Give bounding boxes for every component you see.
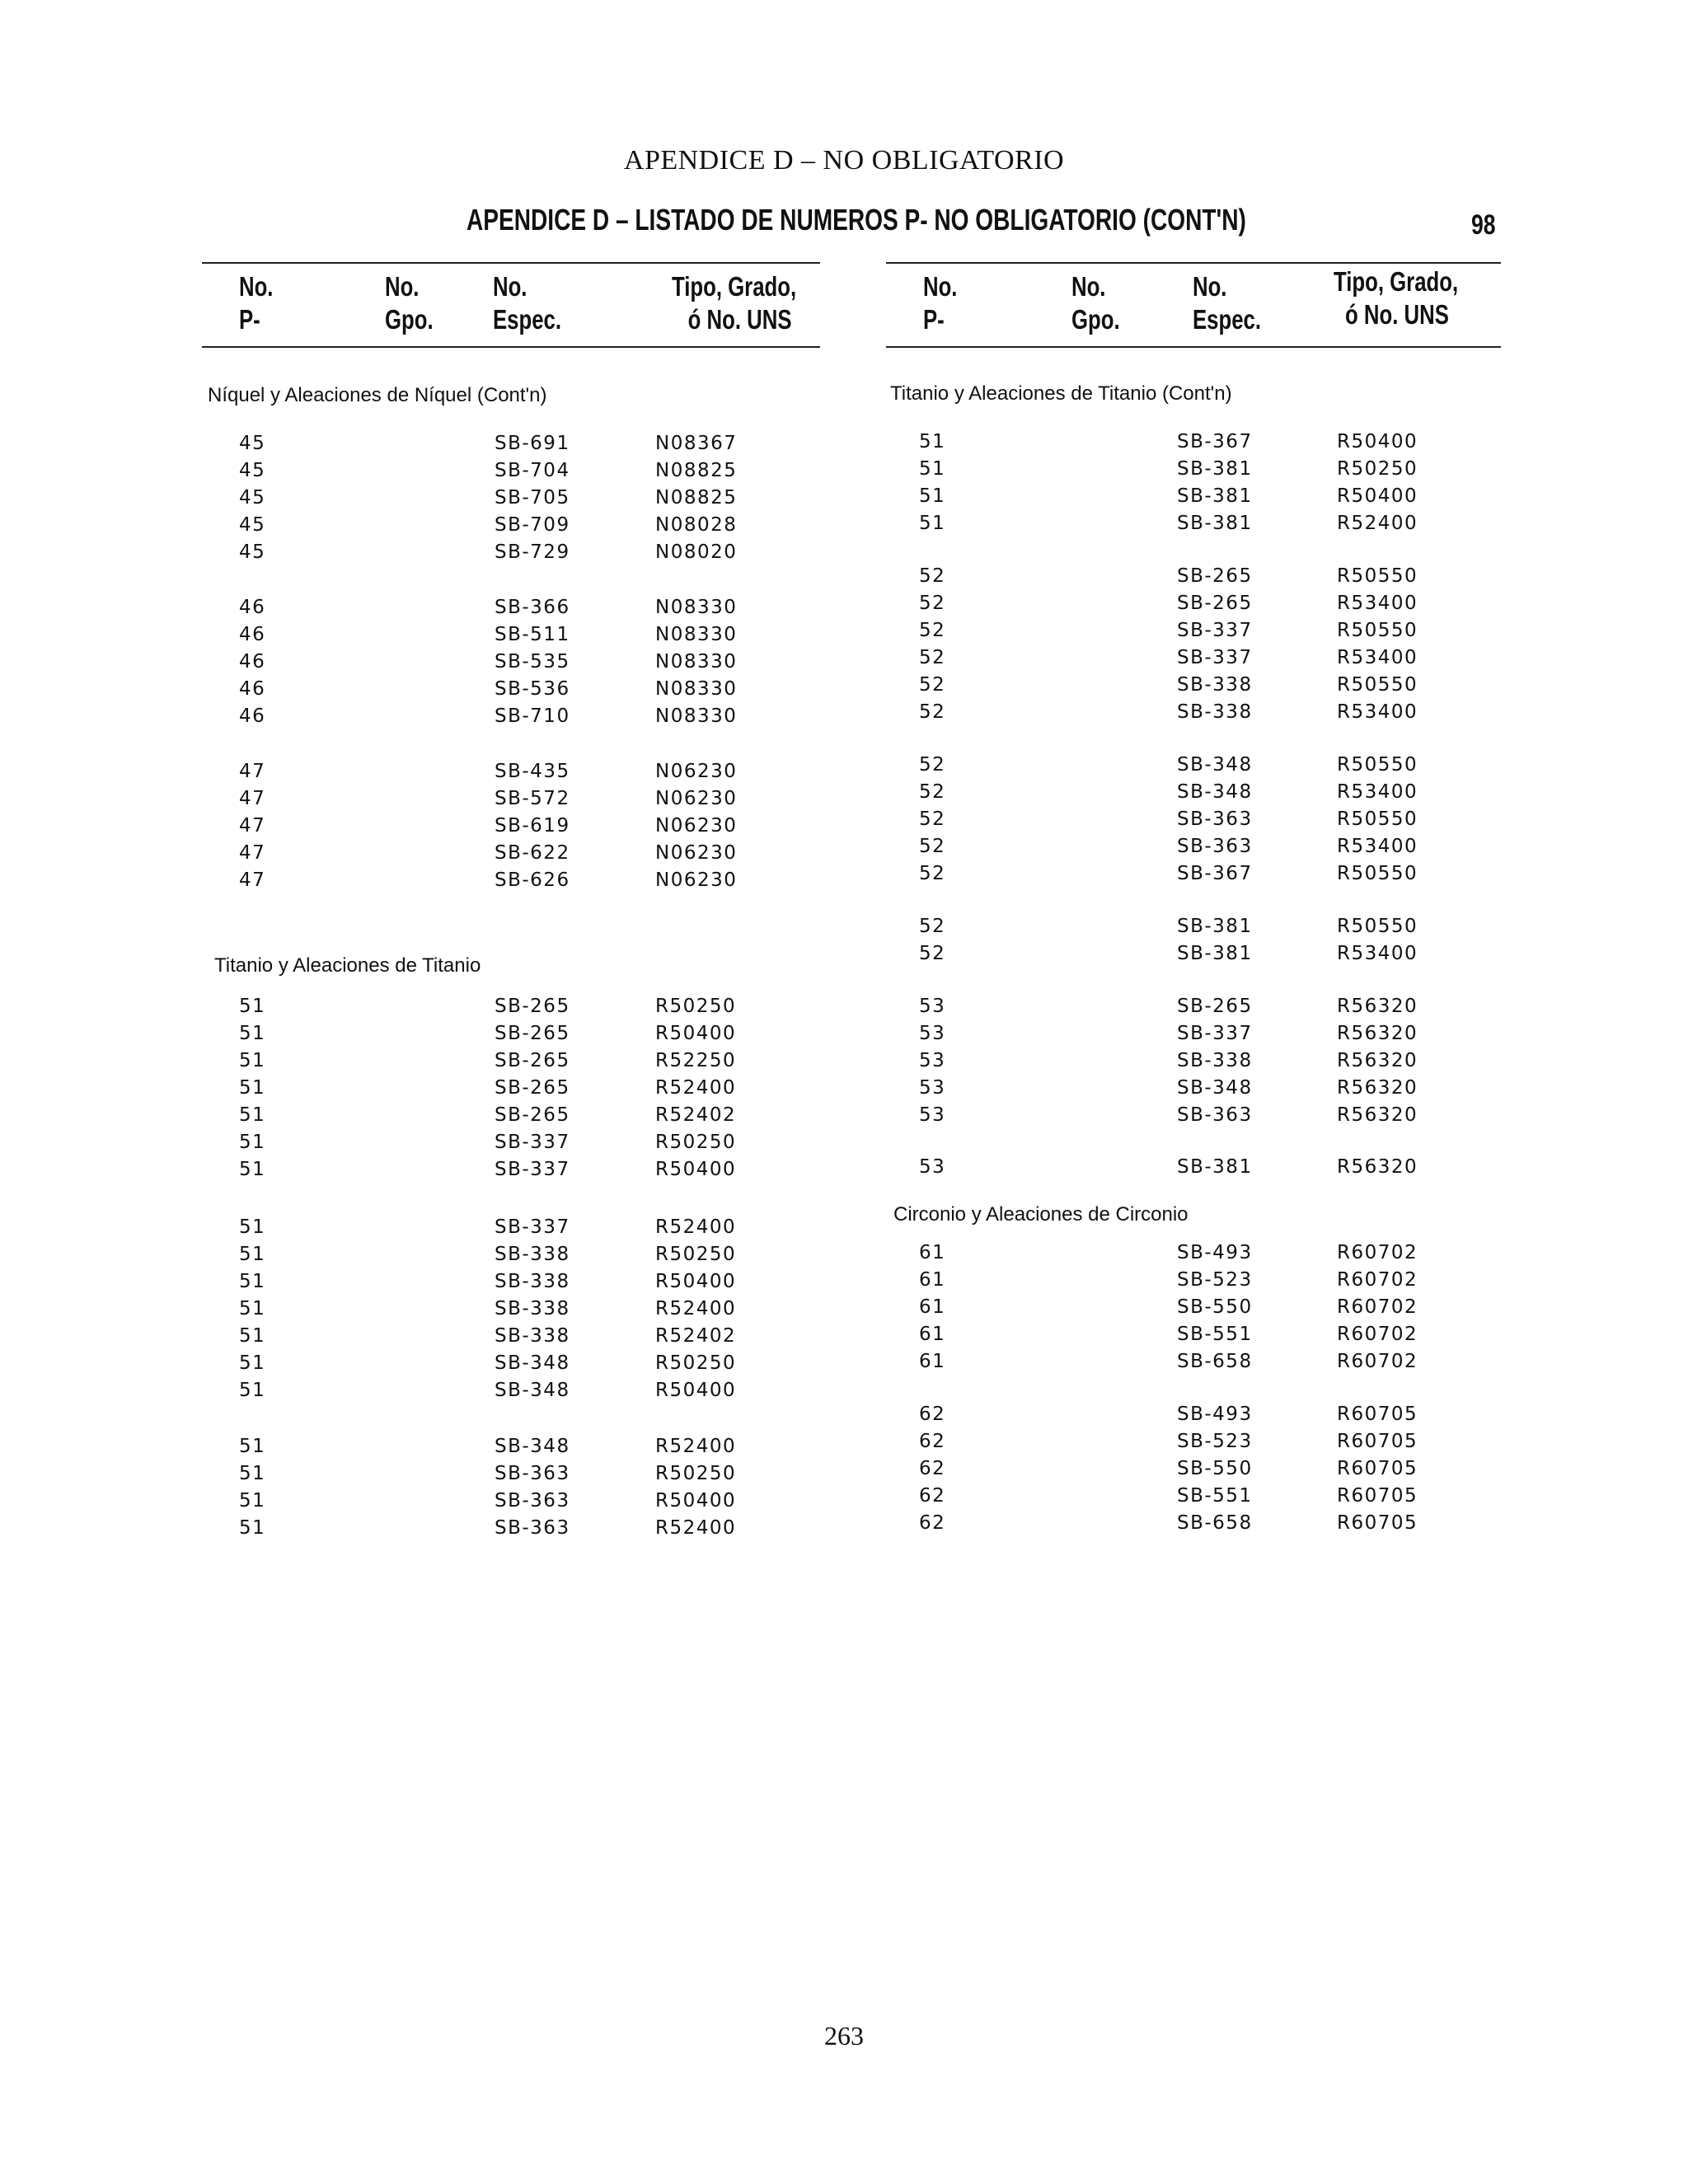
spec-number-cell: SB-366	[495, 597, 570, 618]
right-table-row	[0, 779, 1688, 806]
spec-number-cell: SB-729	[495, 541, 570, 563]
p-number-cell: 45	[239, 487, 266, 509]
spec-number-cell: SB-363	[495, 1517, 570, 1539]
right-col-type: Tipo, Grado, ó No. UNS	[1334, 266, 1459, 330]
right-table-row	[0, 833, 1688, 860]
right-table-row	[0, 1348, 1688, 1376]
uns-number-cell: R52400	[655, 1517, 737, 1539]
right-table-row	[0, 510, 1688, 537]
right-header-bottom-rule	[886, 346, 1501, 348]
uns-number-cell: R52250	[655, 1050, 737, 1071]
spec-number-cell: SB-511	[495, 624, 570, 645]
left-table-row	[0, 1214, 1688, 1241]
p-number-cell: 52	[919, 781, 946, 803]
document-title: APENDICE D – NO OBLIGATORIO	[623, 145, 1065, 176]
left-col-group-no: No. Gpo.	[385, 271, 434, 335]
spec-number-cell: SB-265	[495, 1077, 570, 1099]
uns-number-cell: R50400	[1337, 485, 1418, 507]
uns-number-cell: R50250	[655, 1244, 737, 1265]
spec-number-cell: SB-265	[495, 1050, 570, 1071]
right-table-row	[0, 1294, 1688, 1321]
right-table-row	[0, 1154, 1688, 1181]
spec-number-cell: SB-691	[495, 433, 570, 454]
spec-number-cell: SB-381	[1177, 943, 1253, 964]
uns-number-cell: N08330	[655, 705, 738, 727]
spec-number-cell: SB-348	[1177, 781, 1253, 803]
uns-number-cell: R50550	[1337, 916, 1418, 937]
right-col-spec-no: No. Espec.	[1193, 271, 1261, 335]
p-number-cell: 62	[919, 1431, 946, 1452]
p-number-cell: 51	[239, 996, 266, 1017]
p-number-cell: 47	[239, 869, 266, 891]
p-number-cell: 52	[919, 620, 946, 641]
spec-number-cell: SB-705	[495, 487, 570, 509]
p-number-cell: 61	[919, 1296, 946, 1318]
uns-number-cell: R50400	[1337, 431, 1418, 452]
p-number-cell: 52	[919, 916, 946, 937]
spec-number-cell: SB-367	[1177, 431, 1253, 452]
p-number-cell: 52	[919, 754, 946, 776]
uns-number-cell: R53400	[1337, 701, 1418, 723]
p-number-cell: 61	[919, 1269, 946, 1291]
spec-number-cell: SB-265	[495, 1104, 570, 1126]
right-table-row	[0, 1455, 1688, 1483]
p-number-cell: 52	[919, 863, 946, 884]
spec-number-cell: SB-622	[495, 842, 570, 864]
spec-number-cell: SB-348	[495, 1352, 570, 1374]
p-number-cell: 52	[919, 565, 946, 587]
uns-number-cell: R52400	[655, 1298, 737, 1319]
spec-number-cell: SB-704	[495, 460, 570, 481]
spec-number-cell: SB-337	[495, 1159, 570, 1180]
right-col-group-no: No. Gpo.	[1071, 271, 1120, 335]
p-number-cell: 51	[239, 1050, 266, 1071]
p-number-cell: 61	[919, 1242, 946, 1263]
uns-number-cell: R50550	[1337, 863, 1418, 884]
left-header-bottom-rule	[202, 346, 820, 348]
spec-number-cell: SB-551	[1177, 1324, 1253, 1345]
spec-number-cell: SB-551	[1177, 1485, 1253, 1507]
p-number-cell: 46	[239, 597, 266, 618]
p-number-cell: 46	[239, 624, 266, 645]
uns-number-cell: R50250	[655, 1463, 737, 1484]
uns-number-cell: N08330	[655, 624, 738, 645]
uns-number-cell: N06230	[655, 788, 738, 809]
uns-number-cell: N08020	[655, 541, 738, 563]
spec-number-cell: SB-493	[1177, 1242, 1253, 1263]
right-table-row	[0, 752, 1688, 779]
p-number-cell: 52	[919, 808, 946, 830]
right-table-row	[0, 1075, 1688, 1102]
spec-number-cell: SB-338	[495, 1271, 570, 1292]
uns-number-cell: R56320	[1337, 1050, 1418, 1071]
right-table-row	[0, 993, 1688, 1020]
spec-number-cell: SB-523	[1177, 1431, 1253, 1452]
right-table-row	[0, 644, 1688, 672]
spec-number-cell: SB-348	[495, 1380, 570, 1401]
p-number-cell: 61	[919, 1324, 946, 1345]
p-number-cell: 47	[239, 815, 266, 837]
left-col-spec-no: No. Espec.	[493, 271, 561, 335]
uns-number-cell: R56320	[1337, 996, 1418, 1017]
uns-number-cell: N06230	[655, 815, 738, 837]
p-number-cell: 52	[919, 836, 946, 857]
p-number-cell: 45	[239, 433, 266, 454]
uns-number-cell: R56320	[1337, 1023, 1418, 1044]
spec-number-cell: SB-381	[1177, 513, 1253, 534]
spec-number-cell: SB-338	[495, 1298, 570, 1319]
spec-number-cell: SB-265	[1177, 565, 1253, 587]
right-table-row	[0, 456, 1688, 483]
p-number-cell: 45	[239, 460, 266, 481]
section-title-titanium-contd: Titanio y Aleaciones de Titanio (Cont'n)	[890, 382, 1232, 405]
p-number-cell: 47	[239, 842, 266, 864]
spec-number-cell: SB-338	[495, 1244, 570, 1265]
p-number-cell: 51	[239, 1159, 266, 1180]
spec-number-cell: SB-626	[495, 869, 570, 891]
uns-number-cell: R56320	[1337, 1077, 1418, 1099]
uns-number-cell: N08330	[655, 678, 738, 700]
section-title-nickel: Níquel y Aleaciones de Níquel (Cont'n)	[208, 384, 547, 406]
p-number-cell: 62	[919, 1458, 946, 1479]
right-table-row	[0, 590, 1688, 617]
uns-number-cell: R52400	[655, 1436, 737, 1457]
p-number-cell: 53	[919, 1156, 946, 1178]
spec-number-cell: SB-337	[1177, 647, 1253, 668]
p-number-cell: 52	[919, 593, 946, 614]
uns-number-cell: R52400	[1337, 513, 1418, 534]
p-number-cell: 51	[239, 1352, 266, 1374]
uns-number-cell: R53400	[1337, 593, 1418, 614]
spec-number-cell: SB-265	[495, 1023, 570, 1044]
p-number-cell: 61	[919, 1351, 946, 1372]
p-number-cell: 45	[239, 541, 266, 563]
uns-number-cell: R50400	[655, 1271, 737, 1292]
uns-number-cell: R60702	[1337, 1269, 1418, 1291]
p-number-cell: 51	[239, 1104, 266, 1126]
p-number-cell: 52	[919, 701, 946, 723]
spec-number-cell: SB-265	[1177, 593, 1253, 614]
right-table-row	[0, 1102, 1688, 1129]
p-number-cell: 51	[239, 1490, 266, 1511]
p-number-cell: 51	[239, 1132, 266, 1153]
right-table-row	[0, 1047, 1688, 1075]
uns-number-cell: R50400	[655, 1490, 737, 1511]
right-table-row	[0, 860, 1688, 888]
spec-number-cell: SB-338	[1177, 1050, 1253, 1071]
spec-number-cell: SB-535	[495, 651, 570, 673]
p-number-cell: 51	[919, 513, 946, 534]
p-number-cell: 51	[239, 1380, 266, 1401]
uns-number-cell: R60702	[1337, 1296, 1418, 1318]
uns-number-cell: R53400	[1337, 647, 1418, 668]
left-col-p-no: No. P-	[239, 271, 274, 335]
uns-number-cell: R56320	[1337, 1104, 1418, 1126]
right-header-top-rule	[886, 262, 1501, 264]
p-number-cell: 51	[239, 1298, 266, 1319]
p-number-cell: 45	[239, 514, 266, 536]
spec-number-cell: SB-550	[1177, 1296, 1253, 1318]
right-table-row	[0, 672, 1688, 699]
p-number-cell: 53	[919, 1077, 946, 1099]
uns-number-cell: R52402	[655, 1104, 737, 1126]
p-number-cell: 52	[919, 647, 946, 668]
uns-number-cell: N08330	[655, 597, 738, 618]
p-number-cell: 51	[919, 485, 946, 507]
uns-number-cell: R50250	[655, 1352, 737, 1374]
spec-number-cell: SB-363	[495, 1463, 570, 1484]
uns-number-cell: R52400	[655, 1077, 737, 1099]
spec-number-cell: SB-338	[1177, 674, 1253, 696]
p-number-cell: 62	[919, 1404, 946, 1425]
spec-number-cell: SB-572	[495, 788, 570, 809]
p-number-cell: 46	[239, 651, 266, 673]
spec-number-cell: SB-381	[1177, 1156, 1253, 1178]
uns-number-cell: R60705	[1337, 1404, 1418, 1425]
right-table-row	[0, 1020, 1688, 1047]
spec-number-cell: SB-338	[495, 1325, 570, 1347]
spec-number-cell: SB-536	[495, 678, 570, 700]
uns-number-cell: N06230	[655, 842, 738, 864]
spec-number-cell: SB-348	[1177, 754, 1253, 776]
spec-number-cell: SB-381	[1177, 458, 1253, 480]
spec-number-cell: SB-381	[1177, 916, 1253, 937]
uns-number-cell: R52400	[655, 1216, 737, 1238]
spec-number-cell: SB-493	[1177, 1404, 1253, 1425]
page-number: 263	[824, 2021, 864, 2050]
p-number-cell: 47	[239, 788, 266, 809]
spec-number-cell: SB-363	[1177, 1104, 1253, 1126]
p-number-cell: 51	[239, 1216, 266, 1238]
left-header-top-rule	[202, 262, 820, 264]
spec-number-cell: SB-658	[1177, 1351, 1253, 1372]
right-table-row	[0, 483, 1688, 510]
uns-number-cell: R53400	[1337, 943, 1418, 964]
spec-number-cell: SB-265	[495, 996, 570, 1017]
p-number-cell: 51	[239, 1077, 266, 1099]
spec-number-cell: SB-363	[1177, 836, 1253, 857]
uns-number-cell: R50550	[1337, 565, 1418, 587]
p-number-cell: 52	[919, 943, 946, 964]
uns-number-cell: R60702	[1337, 1324, 1418, 1345]
uns-number-cell: R50550	[1337, 620, 1418, 641]
p-number-cell: 51	[239, 1271, 266, 1292]
spec-number-cell: SB-337	[495, 1216, 570, 1238]
spec-number-cell: SB-658	[1177, 1512, 1253, 1534]
p-number-cell: 46	[239, 678, 266, 700]
uns-number-cell: N08825	[655, 460, 738, 481]
uns-number-cell: R60705	[1337, 1431, 1418, 1452]
uns-number-cell: R56320	[1337, 1156, 1418, 1178]
spec-number-cell: SB-523	[1177, 1269, 1253, 1291]
p-number-cell: 51	[239, 1325, 266, 1347]
spec-number-cell: SB-367	[1177, 863, 1253, 884]
uns-number-cell: R50400	[655, 1023, 737, 1044]
uns-number-cell: R50550	[1337, 674, 1418, 696]
uns-number-cell: R50250	[1337, 458, 1418, 480]
spec-number-cell: SB-710	[495, 705, 570, 727]
spec-number-cell: SB-550	[1177, 1458, 1253, 1479]
uns-number-cell: R50400	[655, 1380, 737, 1401]
spec-number-cell: SB-338	[1177, 701, 1253, 723]
spec-number-cell: SB-363	[1177, 808, 1253, 830]
p-number-cell: 51	[239, 1463, 266, 1484]
p-number-cell: 53	[919, 1050, 946, 1071]
spec-number-cell: SB-435	[495, 761, 570, 782]
right-table-row	[0, 913, 1688, 940]
right-table-row	[0, 1401, 1688, 1428]
uns-number-cell: R53400	[1337, 836, 1418, 857]
uns-number-cell: R53400	[1337, 781, 1418, 803]
uns-number-cell: R60702	[1337, 1351, 1418, 1372]
spec-number-cell: SB-381	[1177, 485, 1253, 507]
p-number-cell: 51	[239, 1517, 266, 1539]
p-number-cell: 51	[239, 1023, 266, 1044]
right-table-row	[0, 1428, 1688, 1455]
uns-number-cell: N08367	[655, 433, 738, 454]
spec-number-cell: SB-337	[1177, 1023, 1253, 1044]
page-badge: 98	[1471, 209, 1496, 241]
spec-number-cell: SB-337	[1177, 620, 1253, 641]
p-number-cell: 46	[239, 705, 266, 727]
p-number-cell: 51	[239, 1244, 266, 1265]
uns-number-cell: R50250	[655, 1132, 737, 1153]
uns-number-cell: N06230	[655, 761, 738, 782]
p-number-cell: 62	[919, 1485, 946, 1507]
uns-number-cell: N06230	[655, 869, 738, 891]
section-title-titanium: Titanio y Aleaciones de Titanio	[214, 954, 481, 977]
right-table-row	[0, 940, 1688, 968]
uns-number-cell: N08028	[655, 514, 738, 536]
p-number-cell: 52	[919, 674, 946, 696]
table-title: APENDICE D – LISTADO DE NUMEROS P- NO OBLIGATORIO (CONT'N)	[467, 203, 1246, 237]
right-table-row	[0, 617, 1688, 644]
spec-number-cell: SB-363	[495, 1490, 570, 1511]
spec-number-cell: SB-348	[1177, 1077, 1253, 1099]
right-table-row	[0, 429, 1688, 456]
spec-number-cell: SB-348	[495, 1436, 570, 1457]
left-table-row	[0, 1129, 1688, 1156]
p-number-cell: 51	[239, 1436, 266, 1457]
p-number-cell: 53	[919, 996, 946, 1017]
right-col-p-no: No. P-	[923, 271, 958, 335]
spec-number-cell: SB-265	[1177, 996, 1253, 1017]
spec-number-cell: SB-709	[495, 514, 570, 536]
uns-number-cell: R60705	[1337, 1485, 1418, 1507]
uns-number-cell: R60705	[1337, 1458, 1418, 1479]
uns-number-cell: R60705	[1337, 1512, 1418, 1534]
right-table-row	[0, 1240, 1688, 1267]
p-number-cell: 53	[919, 1104, 946, 1126]
section-title-zirconium: Circonio y Aleaciones de Circonio	[893, 1203, 1189, 1226]
uns-number-cell: R50250	[655, 996, 737, 1017]
uns-number-cell: R50400	[655, 1159, 737, 1180]
spec-number-cell: SB-337	[495, 1132, 570, 1153]
uns-number-cell: R52402	[655, 1325, 737, 1347]
uns-number-cell: R60702	[1337, 1242, 1418, 1263]
p-number-cell: 51	[919, 431, 946, 452]
right-table-row	[0, 806, 1688, 833]
uns-number-cell: N08330	[655, 651, 738, 673]
p-number-cell: 51	[919, 458, 946, 480]
uns-number-cell: R50550	[1337, 754, 1418, 776]
spec-number-cell: SB-619	[495, 815, 570, 837]
p-number-cell: 47	[239, 761, 266, 782]
left-col-type: Tipo, Grado, ó No. UNS	[672, 271, 797, 335]
uns-number-cell: N08825	[655, 487, 738, 509]
uns-number-cell: R50550	[1337, 808, 1418, 830]
p-number-cell: 62	[919, 1512, 946, 1534]
right-table-row	[0, 699, 1688, 726]
right-table-row	[0, 1483, 1688, 1510]
right-table-row	[0, 1321, 1688, 1348]
right-table-row	[0, 1267, 1688, 1294]
right-table-row	[0, 563, 1688, 590]
right-table-row	[0, 1510, 1688, 1537]
p-number-cell: 53	[919, 1023, 946, 1044]
